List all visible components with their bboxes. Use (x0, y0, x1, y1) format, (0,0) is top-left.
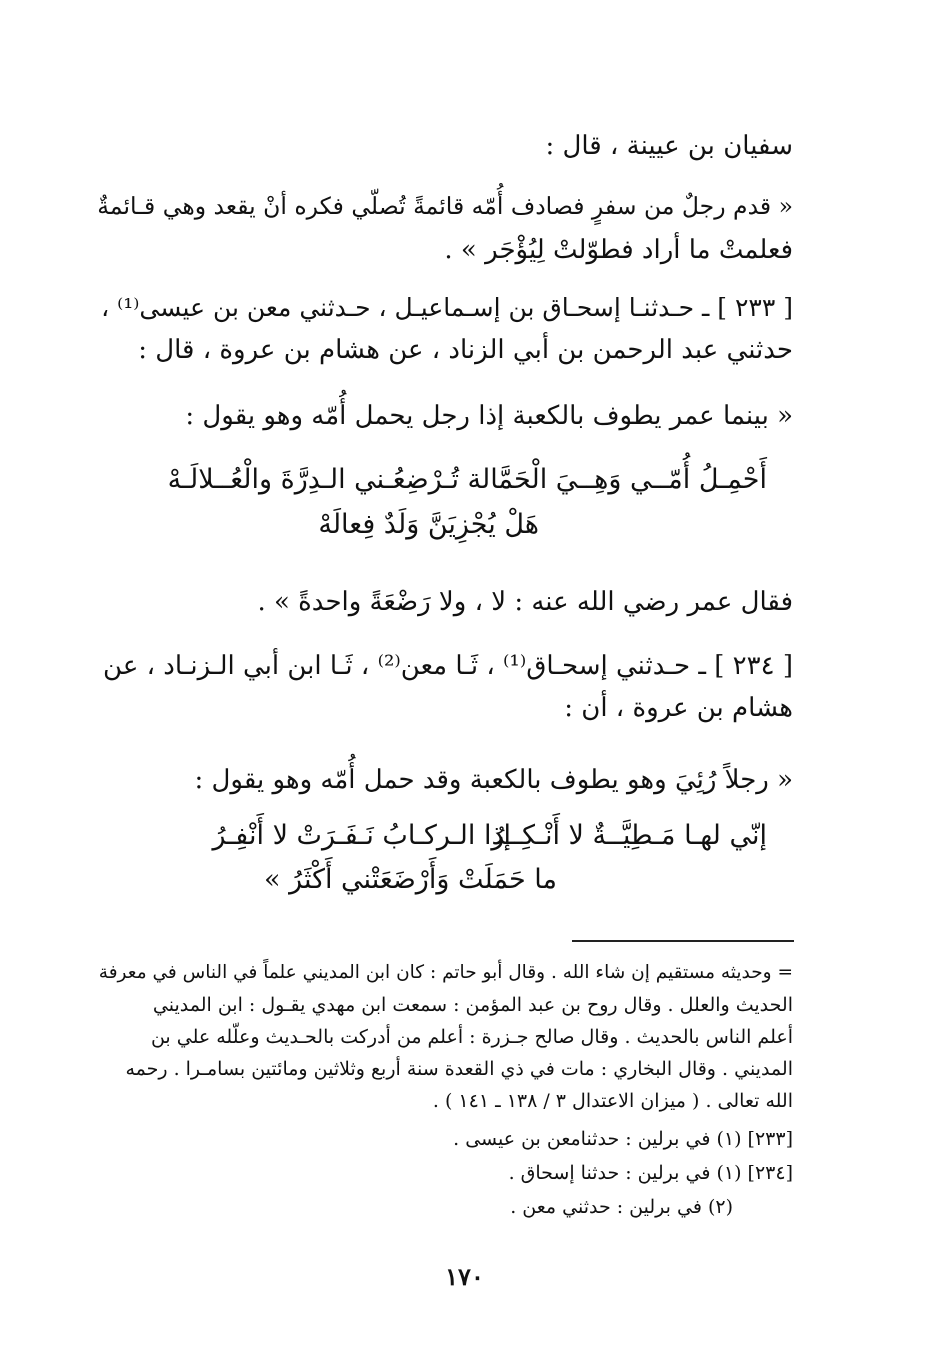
footnote-divider (572, 940, 794, 942)
text-line: « قدم رجلٌ من سفرٍ فصادف أُمّه قائمةً تُصلّي فكره أنْ يقعد وهي قـائمةٌ (97, 192, 793, 220)
verse1-first-hemistich: أَحْمِـلُ أُمّــي وَهِــيَ الْحَمَّالة (467, 464, 767, 495)
page-number: ١٧٠ (445, 1262, 484, 1291)
footnote-line: الله تعالى . ( ميزان الاعتدال ٣ / ١٣٨ ـ ١٤١ ) . (432, 1090, 793, 1112)
text-line: « بينما عمر يطوف بالكعبة إذا رجل يحمل أُمّه وهو يقول : (185, 401, 793, 431)
verse2-line2: ما حَمَلَتْ وَأَرْضَعَتْني أَكْثَرُ » (263, 864, 557, 895)
verse2-second-hemistich: إذا الـركـابُ نَـفَـرَتْ لا أَنْفِـرُ (212, 820, 511, 851)
footnote-line: = وحديثه مستقيم إن شاء الله . وقال أبو حاتم : كان ابن المديني علماً في الناس في معرفة (98, 962, 793, 983)
footnote-line: أعلم الناس بالحديث . وقال صالح جـزرة : أعلم من أدركت بالحـديث وعلّله علي بن (150, 1026, 793, 1048)
text-line: حدثني عبد الرحمن بن أبي الزناد ، عن هشام بن عروة ، قال : (138, 335, 793, 365)
text-line: هشام بن عروة ، أن : (564, 693, 793, 723)
text-line: فعلمتْ ما أراد فطوّلتْ لِيُؤْجَر » . (444, 235, 793, 265)
verse1-line2: هَلْ يُجْزِيَنَّ وَلَدٌ فِعالَهْ (318, 509, 539, 540)
footnote-234-1: [٢٣٤] (١) في برلين : حدثنا إسحاق . (508, 1162, 793, 1184)
hadith-233-heading: [ ٢٣٣ ] ـ حـدثنـا إسحـاق بن إسـماعيـل ، حـدثني معن بن عيسى⁽¹⁾ ، (101, 293, 793, 322)
text-line: سفيان بن عيينة ، قال : (545, 131, 793, 161)
verse2-first-hemistich: إنّي لهـا مَـطِيَّــةٌ لا أَنْـكِــرُ (491, 820, 767, 851)
text-line: فقال عمر رضي الله عنه : لا ، ولا رَضْعَةً واحدةً » . (257, 587, 793, 617)
hadith-234-heading: [ ٢٣٤ ] ـ حـدثني إسحـاق⁽¹⁾ ، ثَـا معن⁽²⁾ ، ثَـا ابن أبي الـزنـاد ، عن (103, 651, 793, 681)
footnote-234-2: (٢) في برلين : حدثني معن . (510, 1196, 733, 1218)
footnote-line: الحديث والعلل . وقال روح بن عبد المؤمن : سمعت ابن مهدي يقـول : ابن المديني (152, 994, 793, 1016)
footnote-line: المديني . وقال البخاري : مات في ذي القعدة سنة أربع وثلاثين ومائتين بسامـرا . رحمه (125, 1058, 793, 1080)
verse1-second-hemistich: تُـرْضِعُـني الـدِرَّةَ والْعُــلالَـهْ (167, 464, 459, 495)
text-line: « رجلاً رُئِيَ وهو يطوف بالكعبة وقد حمل أُمّه وهو يقول : (194, 765, 793, 795)
footnote-233-1: [٢٣٣] (١) في برلين : حدثنامعن بن عيسى . (453, 1128, 793, 1150)
